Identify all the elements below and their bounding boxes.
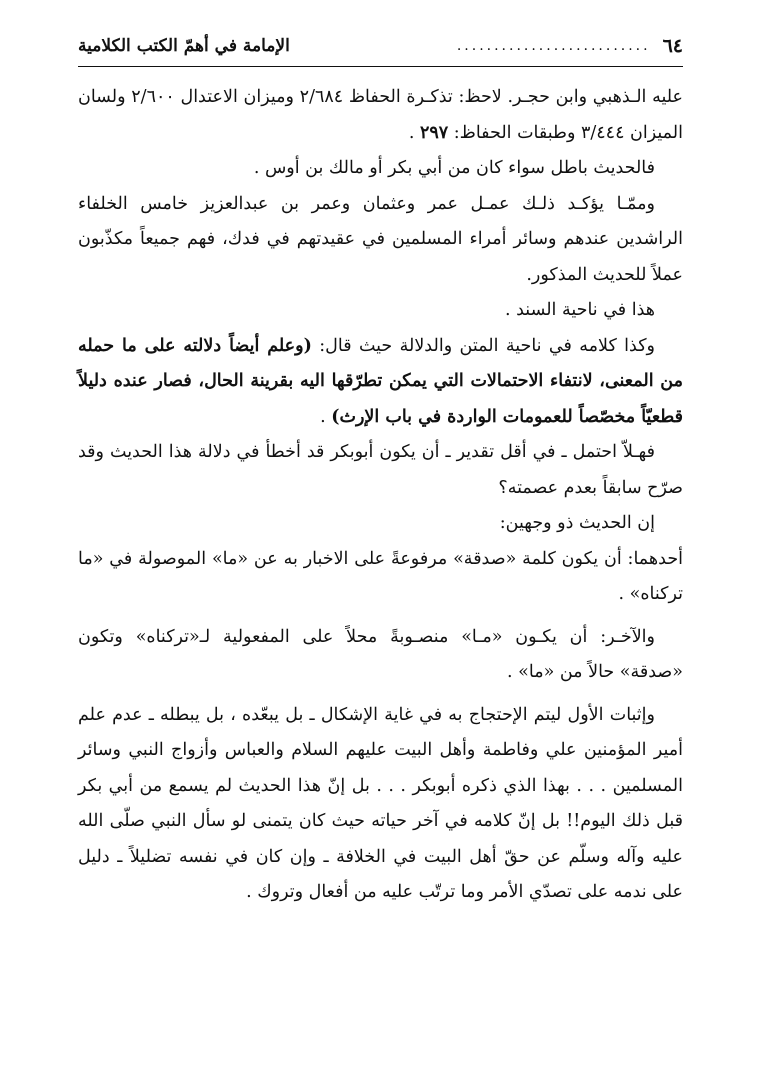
bold-text-segment: ٢٩٧ — [420, 122, 449, 143]
text-segment: وممّـا يؤكـد ذلـك عمـل عمر وعثمان وعمر بن عبدالعزيز خامس الخلفاء الراشدين عندهم وسائر أمراء المسلمين في عقيدتهم في فدك، فهم جميعاً مكذّبون عملاً للحديث المذكور. — [78, 193, 683, 285]
text-segment: هذا في ناحية السند . — [505, 300, 655, 320]
paragraph — [78, 187, 683, 294]
text-segment: عليه الـذهبي وابن حجـر. لاحظ: تذكـرة الحفاظ ٢/٦٨٤ وميزان الاعتدال ٢/٦٠٠ ولسان الميزان ٣/٤٤٤ وطبقات الحفاظ: — [78, 87, 683, 143]
paragraph — [78, 698, 683, 911]
text-segment: . — [408, 122, 420, 143]
paragraph — [78, 293, 683, 329]
bold-text-segment: (وعلم أيضاً دلالته على ما حمله من المعنى، لانتفاء الاحتمالات التي يمكن تطرّقها اليه بقرينة الحال، فصار عنده دليلاً قطعيّاً مخصّصاً للعمومات الواردة في باب الإرث) — [78, 335, 683, 427]
paragraph — [78, 329, 683, 436]
header-leader-dots: .......................... — [456, 39, 651, 53]
text-segment: فالحديث باطل سواء كان من أبي بكر أو مالك بن أوس . — [253, 158, 655, 178]
paragraph — [78, 80, 683, 151]
paragraph — [78, 620, 683, 691]
page-number: ٦٤ — [662, 35, 683, 57]
text-segment: وإثبات الأول ليتم الإحتجاج به في غاية الإشكال ـ بل يبعّده ، بل يبطله ـ عدم علم أمير المؤمنين علي وفاطمة وأهل البيت عليهم السلام والعباس وأزواج النبي وسائر المسلمين . . . بهذا الذي ذكره أبوبكر . . . بل إنّ هذا الحديث لم يسمع من أبي بكر قبل ذلك اليوم!! بل إنّ كلامه في آخر حياته حيث كان يتمنى لو سأل النبي صلّى الله عليه وآله وسلّم عن حقّ أهل البيت في الخلافة ـ وإن كان في نفسه تضليلاً ـ دليل على ندمه على تصدّي الأمر وما ترتّب عليه من أفعال وتروك . — [78, 704, 683, 902]
body-text — [78, 80, 683, 911]
text-segment: وكذا كلامه في ناحية المتن والدلالة حيث قال: — [311, 335, 655, 356]
text-segment: فهـلاّ احتمل ـ في أقل تقدير ـ أن يكون أبوبكر قد أخطأ في دلالة هذا الحديث وقد صرّح سابقاً بعدم عصمته؟ — [78, 442, 683, 498]
paragraph — [78, 151, 683, 187]
text-segment: والآخـر: أن يكـون «مـا» منصـوبةً محلاً على المفعولية لـ«تركناه» وتكون «صدقة» حالاً من «ما» . — [78, 626, 683, 682]
running-header — [78, 26, 683, 66]
paragraph — [78, 506, 683, 542]
text-segment: . — [320, 406, 332, 427]
text-segment: أحدهما: أن يكون كلمة «صدقة» مرفوعةً على الاخبار به عن «ما» الموصولة في «ما تركناه» . — [78, 548, 683, 604]
text-segment: إن الحديث ذو وجهين: — [499, 513, 655, 533]
header-title: الإمامة في أهمّ الكتب الكلامية — [78, 36, 290, 56]
paragraph — [78, 542, 683, 613]
paragraph — [78, 435, 683, 506]
header-rule — [78, 66, 683, 67]
